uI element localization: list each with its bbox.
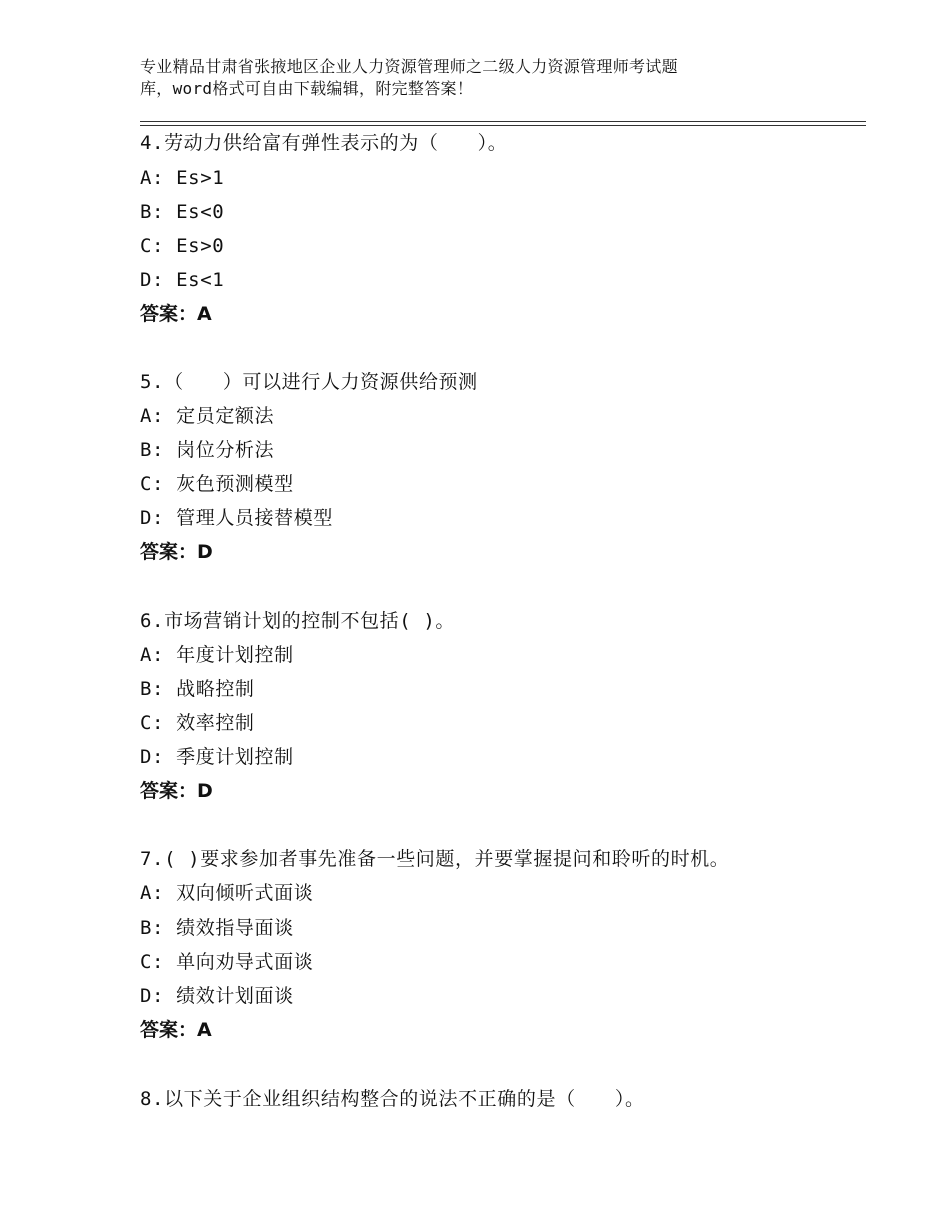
header-divider-bottom — [140, 125, 866, 126]
question-6-option-d: D: 季度计划控制 — [140, 746, 294, 768]
document-header — [140, 56, 800, 100]
question-6-option-b: B: 战略控制 — [140, 678, 255, 700]
question-6-option-c: C: 效率控制 — [140, 712, 255, 734]
question-7-text: 7.( )要求参加者事先准备一些问题，并要掌握提问和聆听的时机。 — [140, 848, 730, 870]
question-6-option-a: A: 年度计划控制 — [140, 644, 294, 666]
question-5-option-a: A: 定员定额法 — [140, 405, 275, 427]
question-4-option-b: B: Es<0 — [140, 201, 225, 223]
header-title-line-2: 库，word格式可自由下载编辑，附完整答案！ — [140, 79, 474, 98]
question-5-option-b: B: 岗位分析法 — [140, 439, 275, 461]
question-7-option-d: D: 绩效计划面谈 — [140, 985, 294, 1007]
question-4-option-d: D: Es<1 — [140, 269, 225, 291]
header-divider-top — [140, 121, 866, 122]
question-6-answer: 答案：D — [140, 780, 213, 802]
header-title-line-1: 专业精品甘肃省张掖地区企业人力资源管理师之二级人力资源管理师考试题 — [140, 57, 678, 76]
question-5-option-c: C: 灰色预测模型 — [140, 473, 294, 495]
question-4-text: 4.劳动力供给富有弹性表示的为（ ）。 — [140, 132, 508, 154]
question-7-option-a: A: 双向倾听式面谈 — [140, 882, 314, 904]
question-5-option-d: D: 管理人员接替模型 — [140, 507, 333, 529]
question-4-answer: 答案：A — [140, 303, 212, 325]
question-5-text: 5.（ ）可以进行人力资源供给预测 — [140, 371, 478, 393]
question-4-option-a: A: Es>1 — [140, 167, 225, 189]
question-7-option-c: C: 单向劝导式面谈 — [140, 951, 314, 973]
question-7-option-b: B: 绩效指导面谈 — [140, 917, 294, 939]
question-8-text: 8.以下关于企业组织结构整合的说法不正确的是（ ）。 — [140, 1088, 645, 1110]
question-4-option-c: C: Es>0 — [140, 235, 225, 257]
question-6-text: 6.市场营销计划的控制不包括( )。 — [140, 610, 455, 632]
question-5-answer: 答案：D — [140, 541, 213, 563]
question-7-answer: 答案：A — [140, 1019, 212, 1041]
